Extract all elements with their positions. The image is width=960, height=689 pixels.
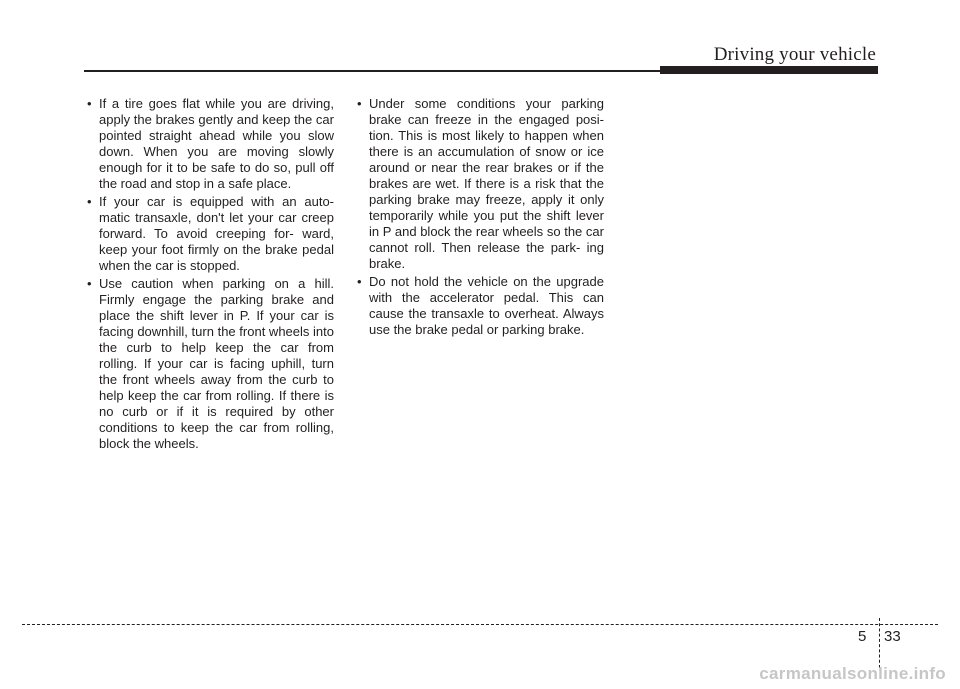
right-column xyxy=(354,96,604,340)
list-item: • If your car is equipped with an auto- matic transaxle, don't let your car creep forward. To avoid creeping for- ward, keep your foot firmly on the brake pedal when the car is stopped. xyxy=(84,194,334,274)
list-item: • Do not hold the vehicle on the upgrade with the accelerator pedal. This can cause the transaxle to overheat. Always use the brake pedal or parking brake. xyxy=(354,274,604,338)
header-rule-thin xyxy=(84,70,662,72)
header-rule-thick xyxy=(660,66,878,74)
left-column xyxy=(84,96,334,454)
watermark: carmanualsonline.info xyxy=(759,664,946,683)
footer-dashed-rule xyxy=(22,624,938,625)
list-item: • Under some conditions your parking brake can freeze in the engaged posi- tion. This is most likely to happen when there is an accumulation of snow or ice around or near the rear brakes or if the brakes are wet. If there is a risk that the parking brake may freeze, apply it only temporarily while you put the shift lever in P and block the rear wheels so the car cannot roll. Then release the park- ing brake. xyxy=(354,96,604,272)
right-bullet-list xyxy=(354,96,604,338)
page-header-title: Driving your vehicle xyxy=(713,44,876,65)
left-bullet-list xyxy=(84,96,334,452)
list-item: • If a tire goes flat while you are driving, apply the brakes gently and keep the car pointed straight ahead while you slow down. When you are moving slowly enough for it to be safe to do so, pull off the road and stop in a safe place. xyxy=(84,96,334,192)
list-item: • Use caution when parking on a hill. Firmly engage the parking brake and place the shift lever in P. If your car is facing downhill, turn the front wheels into the curb to help keep the car from rolling. If your car is facing uphill, turn the front wheels away from the curb to help keep the car from rolling. If there is no curb or if it is required by other conditions to keep the car from rolling, block the wheels. xyxy=(84,276,334,452)
footer-vertical-dashed-rule xyxy=(879,618,880,668)
page-number: 33 xyxy=(884,628,901,645)
section-number: 5 xyxy=(858,628,867,645)
